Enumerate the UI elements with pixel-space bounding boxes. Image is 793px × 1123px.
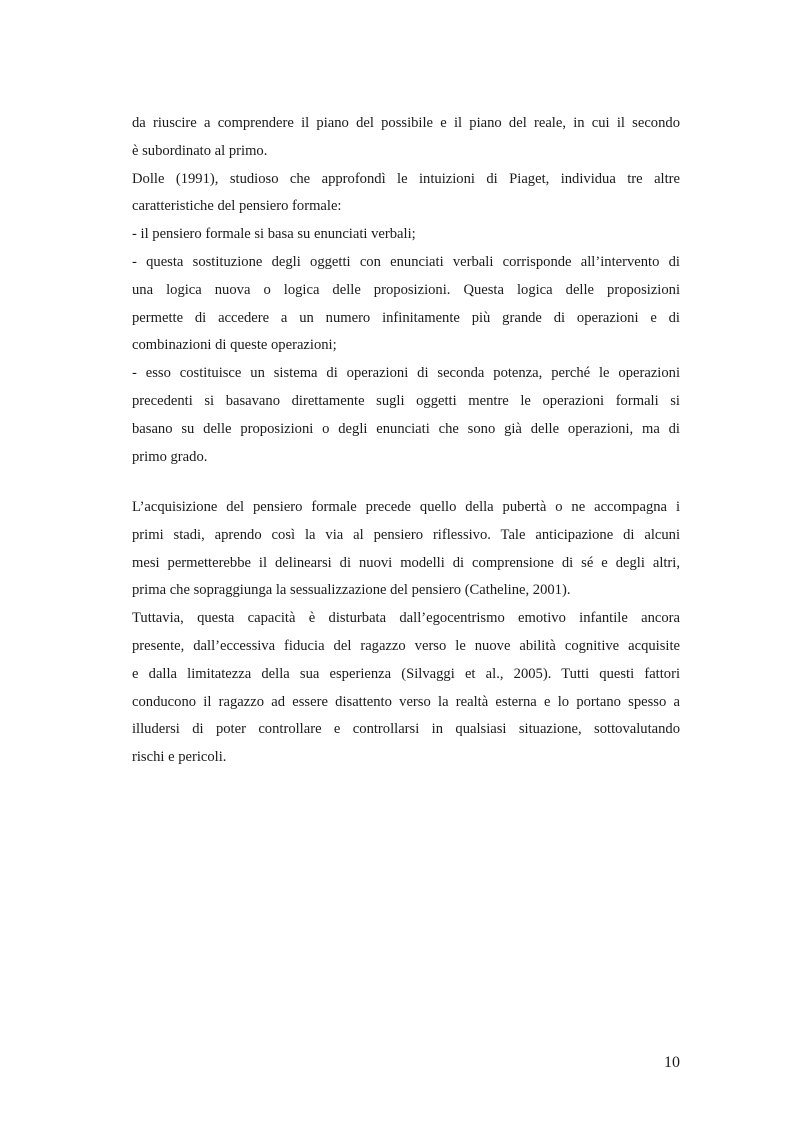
block-1-line: primo grado. <box>132 448 208 465</box>
block-2-line: conducono il ragazzo ad essere disattento verso la realtà esterna e lo portano spesso a <box>132 693 680 710</box>
block-1-line: - questa sostituzione degli oggetti con enunciati verbali corrisponde all’intervento di <box>132 253 680 270</box>
block-2-line: presente, dall’eccessiva fiducia del ragazzo verso le nuove abilità cognitive acquisite <box>132 637 680 654</box>
block-2-line: L’acquisizione del pensiero formale precede quello della pubertà o ne accompagna i <box>132 499 680 515</box>
block-1-line: permette di accedere a un numero infinitamente più grande di operazioni e di <box>132 309 680 326</box>
block-1-line: combinazioni di queste operazioni; <box>132 337 337 354</box>
block-2-line: mesi permetterebbe il delinearsi di nuovi modelli di comprensione di sé e degli altri, <box>132 554 680 571</box>
block-1-line: da riuscire a comprendere il piano del possibile e il piano del reale, in cui il secondo <box>132 115 680 131</box>
block-1-line: precedenti si basavano direttamente sugli oggetti mentre le operazioni formali si <box>132 392 680 409</box>
block-1-line: caratteristiche del pensiero formale: <box>132 198 342 215</box>
paragraph-block-adolescence <box>132 494 680 772</box>
block-1-line: - il pensiero formale si basa su enunciati verbali; <box>132 226 416 243</box>
block-2-line: prima che sopraggiunga la sessualizzazione del pensiero (Catheline, 2001). <box>132 582 571 599</box>
block-1-line: è subordinato al primo. <box>132 142 268 159</box>
block-1-line: basano su delle proposizioni o degli enunciati che sono già delle operazioni, ma di <box>132 420 680 437</box>
block-2-line: Tuttavia, questa capacità è disturbata dall’egocentrismo emotivo infantile ancora <box>132 610 680 627</box>
block-1-line: - esso costituisce un sistema di operazioni di seconda potenza, perché le operazioni <box>132 365 680 382</box>
block-2-line: primi stadi, aprendo così la via al pensiero riflessivo. Tale anticipazione di alcuni <box>132 526 680 543</box>
block-1-line: Dolle (1991), studioso che approfondì le intuizioni di Piaget, individua tre altre <box>132 170 680 187</box>
block-1-line: una logica nuova o logica delle proposizioni. Questa logica delle proposizioni <box>132 281 680 298</box>
block-2-line: illudersi di poter controllare e controllarsi in qualsiasi situazione, sottovalutando <box>132 721 680 738</box>
paragraph-block-formal-thought <box>132 110 680 471</box>
block-2-line: e dalla limitatezza della sua esperienza (Silvaggi et al., 2005). Tutti questi fattori <box>132 665 680 682</box>
block-2-line: rischi e pericoli. <box>132 749 227 766</box>
page-number: 10 <box>664 1054 680 1071</box>
